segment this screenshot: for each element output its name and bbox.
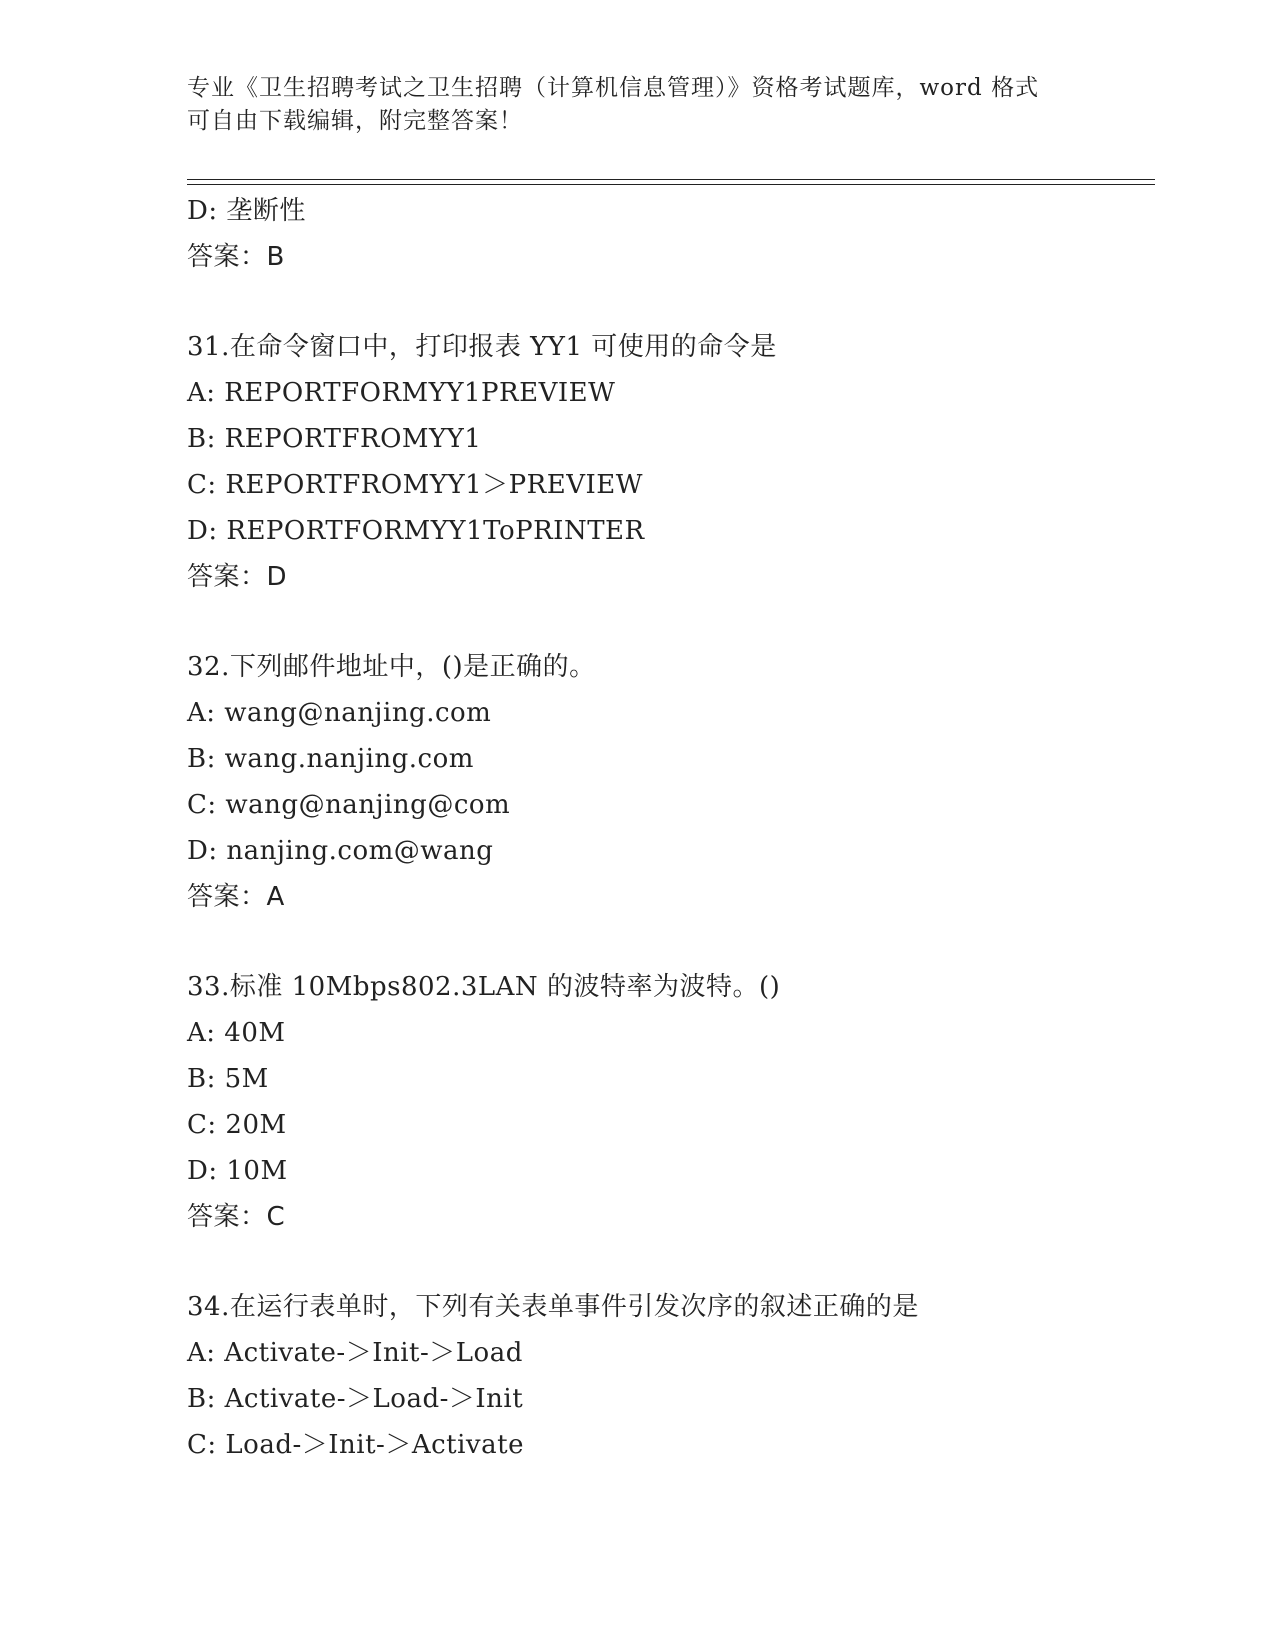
option-c: C: 20M <box>187 1110 287 1140</box>
option-d: D: 10M <box>187 1156 288 1186</box>
carryover-question <box>187 188 1155 280</box>
question-31 <box>187 324 1155 600</box>
option-a: A: Activate-＞Init-＞Load <box>187 1338 523 1368</box>
option-a: A: REPORTFORMYY1PREVIEW <box>187 378 616 408</box>
spacer <box>187 920 1155 964</box>
question-34 <box>187 1284 1155 1468</box>
option-b: B: REPORTFROMYY1 <box>187 424 482 454</box>
header-rule-top <box>187 179 1155 180</box>
spacer <box>187 280 1155 324</box>
header-line-1: 专业《卫生招聘考试之卫生招聘（计算机信息管理）》资格考试题库，word 格式 <box>187 75 1040 101</box>
question-stem: 31.在命令窗口中，打印报表 YY1 可使用的命令是 <box>187 332 777 362</box>
option-c: C: wang@nanjing@com <box>187 790 511 820</box>
option-b: B: Activate-＞Load-＞Init <box>187 1384 524 1414</box>
answer-line: 答案：C <box>187 1202 286 1232</box>
option-b: B: 5M <box>187 1064 269 1094</box>
document-header <box>187 72 1087 138</box>
question-stem: 34.在运行表单时，下列有关表单事件引发次序的叙述正确的是 <box>187 1292 919 1322</box>
option-c: C: Load-＞Init-＞Activate <box>187 1430 524 1460</box>
option-a: A: wang@nanjing.com <box>187 698 492 728</box>
question-33 <box>187 964 1155 1240</box>
option-d: D: REPORTFORMYY1ToPRINTER <box>187 516 645 546</box>
header-rule-bottom <box>187 184 1155 185</box>
header-line-2: 可自由下载编辑，附完整答案！ <box>187 108 523 134</box>
option-a: A: 40M <box>187 1018 286 1048</box>
option-b: B: wang.nanjing.com <box>187 744 474 774</box>
answer-line: 答案：B <box>187 242 285 272</box>
option-d: D: nanjing.com@wang <box>187 836 494 866</box>
question-32 <box>187 644 1155 920</box>
question-stem: 33.标准 10Mbps802.3LAN 的波特率为波特。() <box>187 972 781 1002</box>
answer-line: 答案：D <box>187 562 288 592</box>
spacer <box>187 1240 1155 1284</box>
option-c: C: REPORTFROMYY1＞PREVIEW <box>187 470 643 500</box>
spacer <box>187 600 1155 644</box>
option-d: D: 垄断性 <box>187 196 306 226</box>
question-list <box>187 188 1155 1468</box>
question-stem: 32.下列邮件地址中，()是正确的。 <box>187 652 596 682</box>
answer-line: 答案：A <box>187 882 285 912</box>
